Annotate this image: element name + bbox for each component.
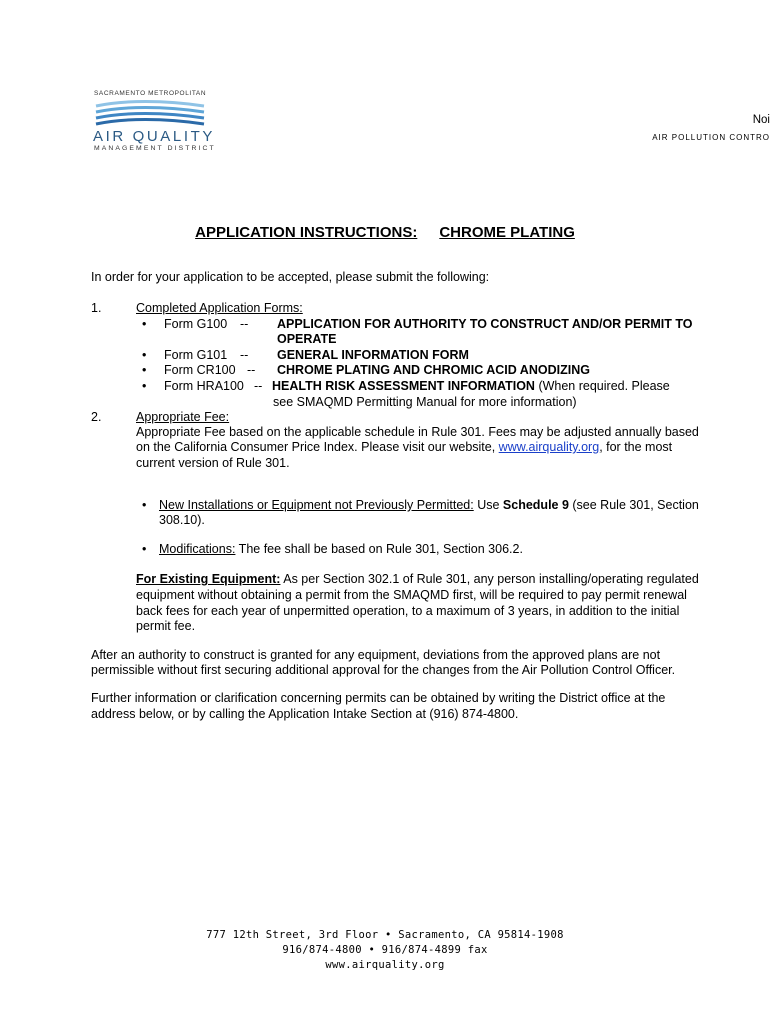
fee-bullet-text bbox=[159, 541, 523, 557]
form-note: (When required. Please bbox=[534, 379, 670, 393]
footer-phones: 916/874-4800 • 916/874-4899 fax bbox=[282, 944, 488, 956]
wind-swoosh-icon bbox=[94, 100, 206, 128]
form-name: GENERAL INFORMATION FORM bbox=[277, 348, 469, 362]
after-approval-line-2: permissible without first securing additional approval for the changes from the Air Pollution Control Officer. bbox=[91, 663, 676, 677]
item1-number: 1. bbox=[91, 301, 102, 315]
form-name: CHROME PLATING AND CHROMIC ACID ANODIZING bbox=[277, 363, 590, 377]
fee-line-2-start: on the California Consumer Price Index. Please visit our website, bbox=[136, 440, 499, 454]
logo-main-text: AIR QUALITY bbox=[93, 128, 215, 145]
existing-line-2: equipment without obtaining a permit from the SMAQMD first, will be required to pay permit renewal bbox=[136, 588, 687, 602]
existing-line-4: permit fee. bbox=[136, 619, 196, 633]
logo-top-text: SACRAMENTO METROPOLITAN bbox=[94, 90, 207, 97]
schedule-9: Schedule 9 bbox=[502, 498, 569, 512]
fee-line-3: current version of Rule 301. bbox=[136, 456, 290, 470]
form-code: Form G100 bbox=[164, 317, 228, 331]
fee-bullet: • bbox=[142, 542, 147, 556]
fee-bullet: • bbox=[142, 498, 147, 512]
existing-equipment-label: For Existing Equipment: bbox=[136, 572, 281, 586]
logo-sub-text: MANAGEMENT DISTRICT bbox=[94, 145, 216, 152]
title-left: APPLICATION INSTRUCTIONS: bbox=[195, 224, 418, 241]
fee-bullet-text-b: (see Rule 301, Section bbox=[568, 498, 699, 512]
form-name: APPLICATION FOR AUTHORITY TO CONSTRUCT AND/OR PERMIT TO bbox=[277, 317, 693, 331]
footer bbox=[0, 928, 770, 973]
intro-text: In order for your application to be accepted, please submit the following: bbox=[91, 270, 490, 284]
fee-line-2 bbox=[136, 439, 672, 455]
form-name-continued: OPERATE bbox=[277, 332, 337, 346]
fee-bullet-text-a: Use bbox=[473, 498, 503, 512]
form-code: Form G101 bbox=[164, 348, 228, 362]
form-code: Form CR100 bbox=[164, 363, 236, 377]
item2-heading: Appropriate Fee: bbox=[136, 410, 230, 424]
form-bullet: • bbox=[142, 317, 147, 331]
footer-website: www.airquality.org bbox=[325, 959, 445, 971]
form-dash: -- bbox=[240, 348, 249, 362]
existing-text-1: As per Section 302.1 of Rule 301, any person installing/operating regulated bbox=[280, 572, 699, 586]
fee-bullet-text-a: The fee shall be based on Rule 301, Section 306.2. bbox=[235, 542, 523, 556]
form-code: Form HRA100 bbox=[164, 379, 244, 393]
form-dash: -- bbox=[254, 379, 263, 393]
new-installations-label: New Installations or Equipment not Previously Permitted: bbox=[159, 498, 474, 512]
website-link[interactable]: www.airquality.org bbox=[498, 440, 600, 454]
header-corner-subtext: AIR POLLUTION CONTRO bbox=[652, 133, 770, 142]
title-right: CHROME PLATING bbox=[439, 224, 575, 241]
item2-number: 2. bbox=[91, 410, 102, 424]
page-title bbox=[0, 224, 770, 241]
after-approval-line-1: After an authority to construct is granted for any equipment, deviations from the approved plans are not bbox=[91, 648, 661, 662]
form-note-continued: see SMAQMD Permitting Manual for more information) bbox=[273, 395, 577, 409]
further-info-line-1: Further information or clarification concerning permits can be obtained by writing the District office at the bbox=[91, 691, 666, 705]
district-logo bbox=[90, 88, 216, 154]
form-bullet: • bbox=[142, 348, 147, 362]
form-dash: -- bbox=[247, 363, 256, 377]
fee-line-1: Appropriate Fee based on the applicable schedule in Rule 301. Fees may be adjusted annually based bbox=[136, 425, 699, 439]
item1-heading: Completed Application Forms: bbox=[136, 301, 303, 315]
header-corner-text: Noi bbox=[752, 114, 770, 126]
form-bullet: • bbox=[142, 379, 147, 393]
fee-bullet-text bbox=[159, 497, 699, 513]
form-name-with-note bbox=[272, 378, 670, 394]
existing-line-1 bbox=[136, 571, 699, 587]
footer-address: 777 12th Street, 3rd Floor • Sacramento, CA 95814-1908 bbox=[206, 929, 564, 941]
form-name: HEALTH RISK ASSESSMENT INFORMATION bbox=[272, 379, 535, 393]
fee-line-2-end: , for the most bbox=[599, 440, 673, 454]
existing-line-3: back fees for each year of unpermitted operation, to a maximum of 3 years, in addition to the initial bbox=[136, 604, 680, 618]
form-bullet: • bbox=[142, 363, 147, 377]
form-dash: -- bbox=[240, 317, 249, 331]
modifications-label: Modifications: bbox=[159, 542, 236, 556]
further-info-line-2: address below, or by calling the Application Intake Section at (916) 874-4800. bbox=[91, 707, 519, 721]
fee-bullet-text-continued: 308.10). bbox=[159, 513, 205, 527]
